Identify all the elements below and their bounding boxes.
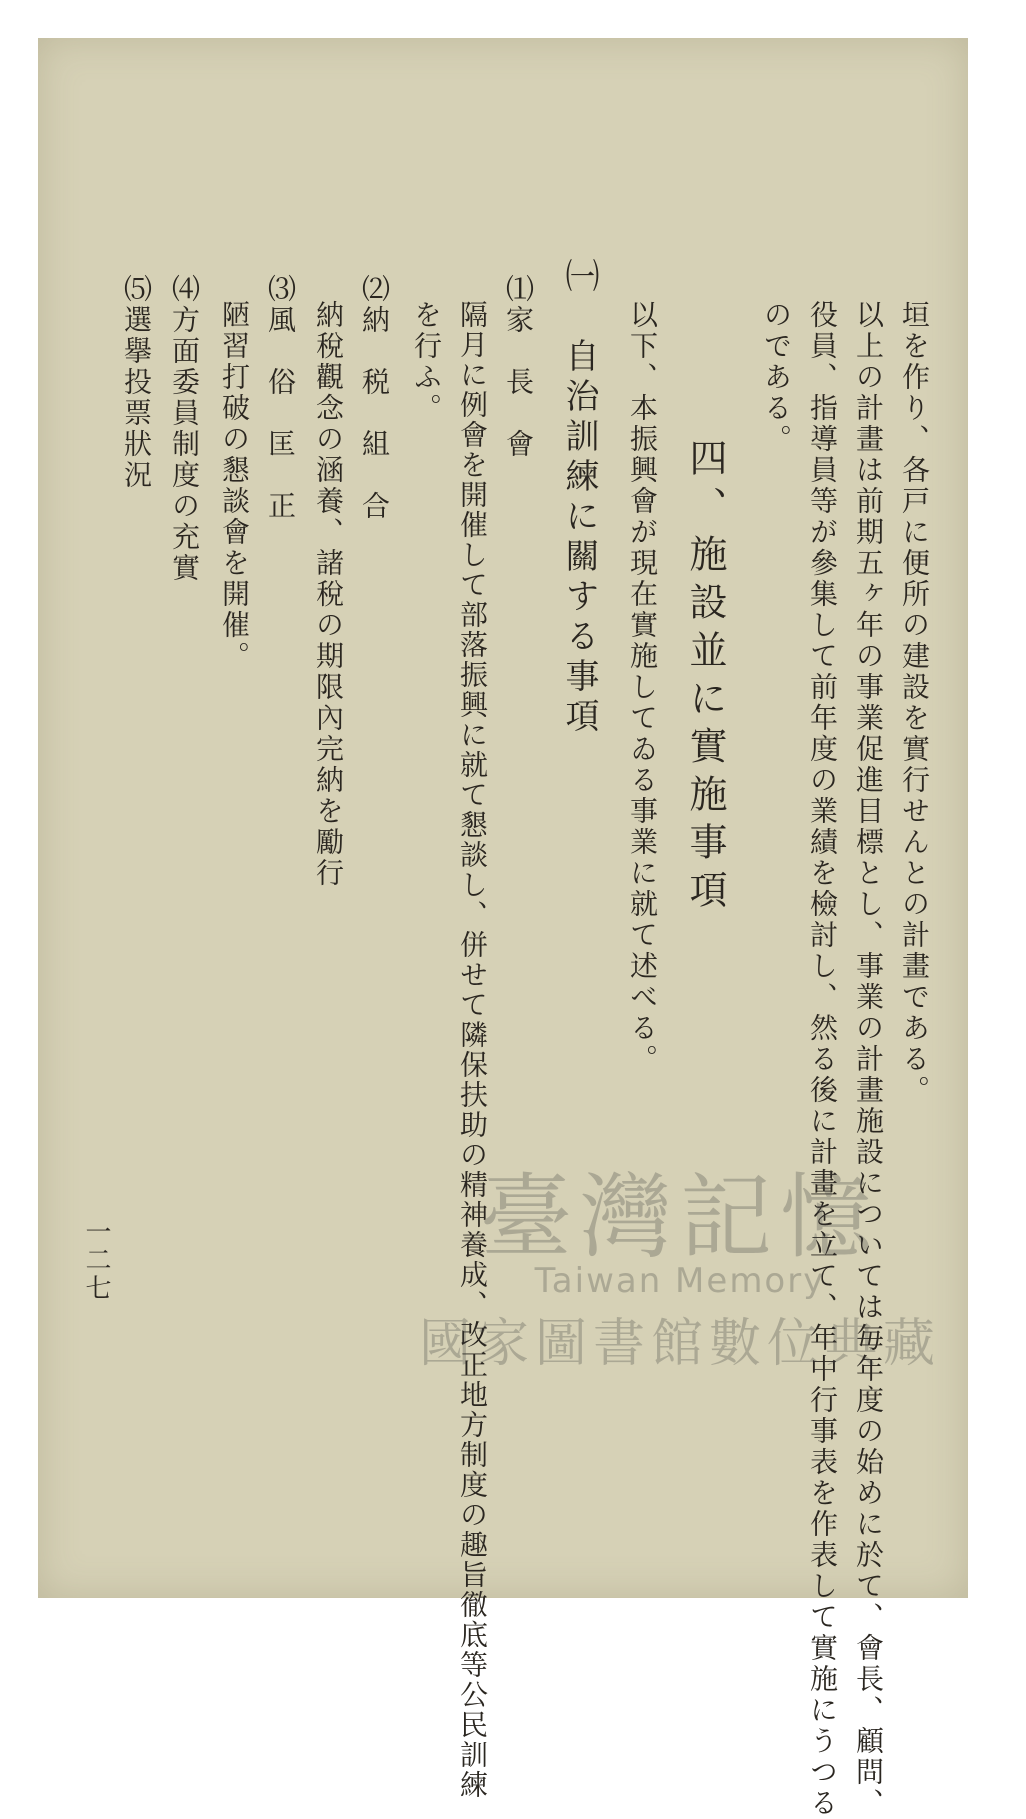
- watermark-english: Taiwan Memory: [534, 1260, 826, 1301]
- watermark-chinese: 臺灣記憶: [479, 1164, 880, 1271]
- item-1-body-continued: を行ふ。: [410, 300, 443, 424]
- section-heading: 四、施設並に實施事項: [683, 438, 727, 918]
- watermark-institution: 國家圖書館數位典藏: [418, 1313, 941, 1374]
- item-3-body: 陋習打破の懇談會を開催。: [218, 300, 251, 672]
- item-3-title: ⑶風 俗 匡 正: [264, 274, 297, 522]
- item-2-title: ⑵納 税 組 合: [358, 274, 391, 522]
- item-1-title: ⑴家 長 會: [502, 274, 535, 460]
- text-column-1: 垣を作り、各戸に便所の建設を實行せんとの計畫である。: [898, 300, 931, 1106]
- text-column-2: 以上の計畫は前期五ヶ年の事業促進目標とし、事業の計畫施設については毎年度の始めに於て、會長、顧問、: [852, 300, 885, 1819]
- item-5-title: ⑸選擧投票狀況: [120, 274, 153, 491]
- text-column-4: のである。: [760, 300, 793, 455]
- item-2-body: 納稅觀念の涵養、諸稅の期限內完納を勵行: [312, 300, 345, 889]
- page-number: 一二七: [81, 1218, 111, 1302]
- text-column-3: 役員、指導員等が參集して前年度の業績を檢討し、然る後に計畫を立て、年中行事表を作表して實施にうつる: [806, 300, 839, 1819]
- subsection-heading: ㈠ 自治訓練に關する事項: [559, 258, 599, 738]
- intro-line: 以下、本振興會が現在實施してゐる事業に就て述べる。: [626, 300, 659, 1075]
- watermark: [400, 1164, 960, 1420]
- item-4-title: ⑷方面委員制度の充實: [168, 274, 201, 584]
- item-1-body: 隔月に例會を開催して部落振興に就て懇談し、併せて隣保扶助の精神養成、改正地方制度の趣旨徹底等公民訓練: [456, 300, 489, 1800]
